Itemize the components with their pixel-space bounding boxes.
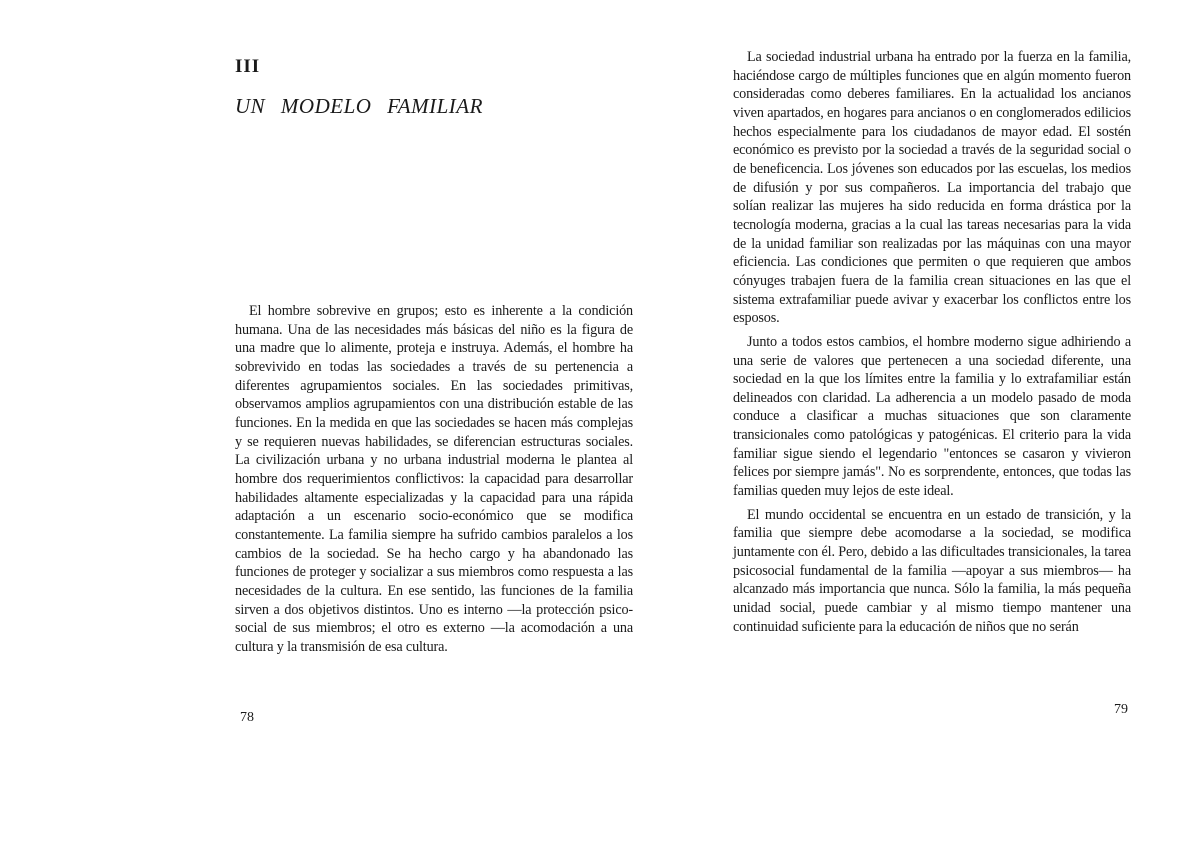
paragraph: Junto a todos estos cambios, el hombre moderno sigue adhiriendo a una serie de valores que pertenecen a una sociedad diferente, una sociedad en la que los límites entre la familia y lo extrafamiliar están delineados con claridad. La adherencia a un modelo pasado de moda conduce a clasificar a muchas situaciones que son claramente transicionales como patológicas y patogénicas. El criterio para la vida familiar sigue siendo el legendario "entonces se casaron y vivieron felices por siempre jamás". No es sorprendente, entonces, que todas las familias queden muy lejos de este ideal. — [733, 333, 1131, 500]
paragraph: La sociedad industrial urbana ha entrado por la fuerza en la familia, haciéndose cargo de múltiples funciones que en algún momento fueron consideradas como deberes familiares. En la actualidad los ancianos viven apartados, en hogares para ancianos o en conglomerados edilicios hechos especialmente para los ciudadanos de mayor edad. El sostén económico es previsto por la sociedad a través de la seguridad social o de beneficencia. Los jóvenes son educados por las escuelas, los medios de difusión y por sus compañeros. La importancia del trabajo que solían realizar las mujeres ha sido reducida en forma drástica por la tecnología moderna, gracias a la cual las tareas necesarias para la vida de la unidad familiar son realizadas por las máquinas con una mayor eficiencia. Las condiciones que permiten o que requieren que ambos cónyuges trabajen fuera de la familia crean situaciones en las que el sistema extrafamiliar puede avivar y exacerbar los conflictos entre los esposos. — [733, 49, 1131, 327]
page-number-left: 78 — [240, 710, 254, 725]
left-page-body — [235, 302, 633, 656]
chapter-title: UN MODELO FAMILIAR — [235, 94, 483, 118]
paragraph: El hombre sobrevive en grupos; esto es inherente a la condición humana. Una de las necesidades más básicas del niño es la figura de una madre que lo alimente, proteja e instruya. Además, el hombre ha sobrevivido en todas las sociedades a través de su pertenencia a diferentes agrupamientos sociales. En las sociedades primitivas, observamos amplios agrupamientos con una distribución estable de las funciones. En la medida en que las sociedades se hacen más complejas y se requieren nuevas habilidades, se diferencian estructuras sociales. La civilización urbana y no urbana industrial moderna le plantea al hombre dos requerimientos conflictivos: la capacidad para desarrollar habilidades altamente especializadas y la capacidad para una rápida adaptación a un escenario socio-económico que se modifica constantemente. La familia siempre ha sufrido cambios paralelos a los cambios de la sociedad. Se ha hecho cargo y ha abandonado las funciones de proteger y socializar a sus miembros como respuesta a las necesidades de la cultura. En ese sentido, las funciones de la familia sirven a dos objetivos distintos. Uno es interno —la protección psico-social de sus miembros; el otro es externo —la acomodación a una cultura y la transmisión de esa cultura. — [235, 303, 633, 655]
page-number-right: 79 — [1114, 702, 1128, 717]
chapter-number: III — [235, 56, 261, 77]
right-page-body — [733, 48, 1131, 636]
paragraph: El mundo occidental se encuentra en un estado de transición, y la familia que siempre debe acomodarse a la sociedad, se modifica juntamente con él. Pero, debido a las dificultades transicionales, la tarea psicosocial fundamental de la familia —apoyar a sus miembros— ha alcanzado más importancia que nunca. Sólo la familia, la más pequeña unidad social, puede cambiar y al mismo tiempo mantener una continuidad suficiente para la educación de niños que no serán — [733, 506, 1131, 635]
